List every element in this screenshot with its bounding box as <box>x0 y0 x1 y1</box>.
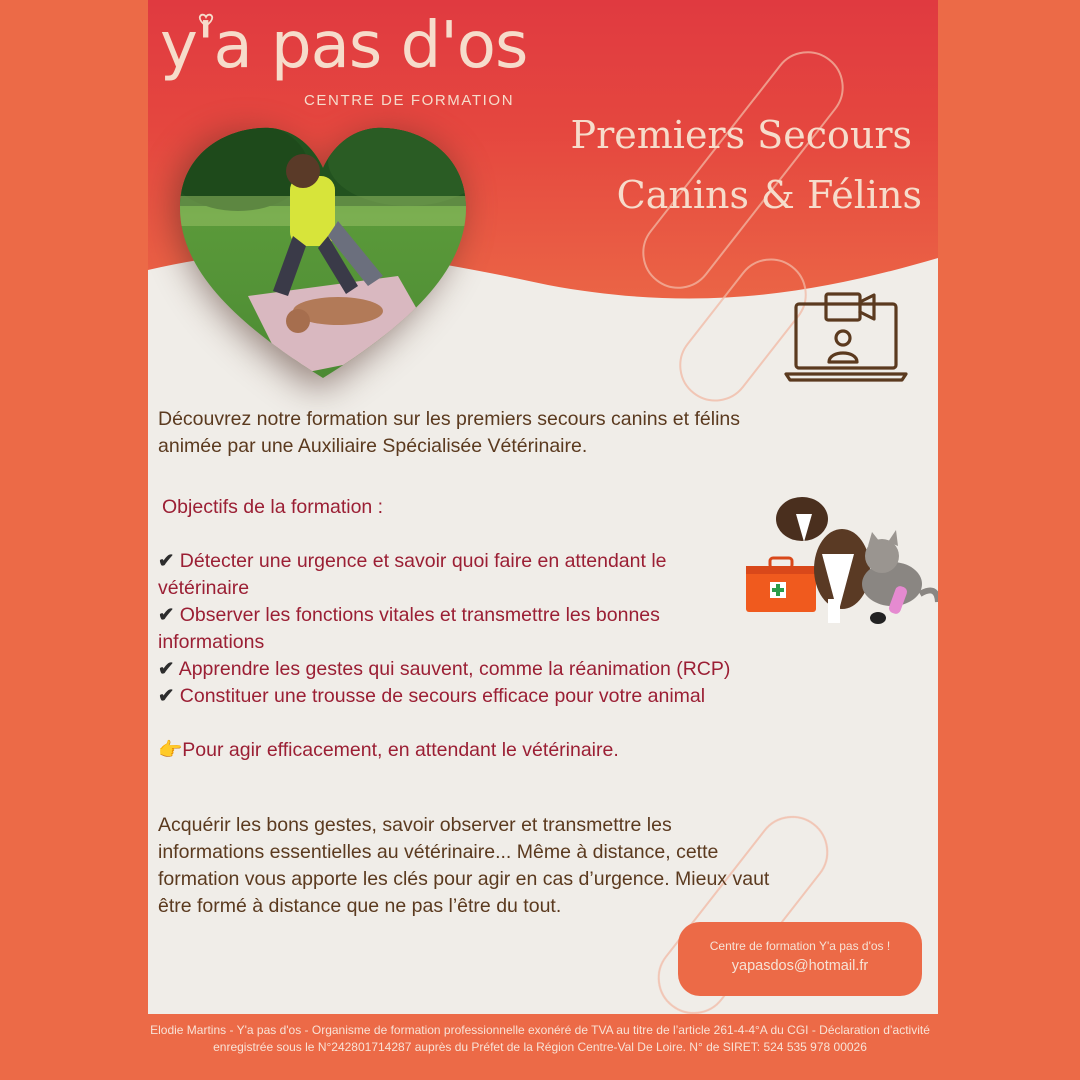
checkmark-icon: ✔ <box>158 658 175 680</box>
flyer-card <box>148 0 938 1014</box>
objective-item: ✔ Observer les fonctions vitales et transmettre les bonnes informations <box>158 604 660 653</box>
note-text: 👉Pour agir efficacement, en attendant le vétérinaire. <box>158 739 619 761</box>
contact-box <box>678 922 922 996</box>
laptop-video-icon <box>784 290 908 384</box>
objectives-title: Objectifs de la formation : <box>162 496 384 518</box>
logo-wordmark: y'a pas d'os <box>160 9 528 83</box>
checkmark-icon: ✔ <box>158 604 175 626</box>
contact-title: Centre de formation Y'a pas d'os ! <box>709 939 891 953</box>
pointing-hand-icon: 👉 <box>158 739 183 761</box>
dog-cat-first-aid-illustration <box>742 494 938 634</box>
checkmark-icon: ✔ <box>158 685 175 707</box>
objective-item: ✔ Constituer une trousse de secours efficace pour votre animal <box>158 685 706 707</box>
page-title-line-1: Premiers Secours <box>570 113 912 157</box>
training-photo-heart <box>178 126 468 381</box>
conclusion-text: Acquérir les bons gestes, savoir observer et transmettre les informations essentielles au vétérinaire... Même à distance, cette formation vous apporte les clés pour agir en cas d’urgence. Mieux vaut être formé à distance que ne pas l’être du tout. <box>158 814 770 917</box>
contact-email[interactable]: yapasdos@hotmail.fr <box>731 958 869 974</box>
objective-item: ✔ Détecter une urgence et savoir quoi faire en attendant le vétérinaire <box>158 550 667 599</box>
logo-tagline: CENTRE DE FORMATION <box>304 92 515 109</box>
page-title-line-2: Canins & Félins <box>616 173 922 217</box>
intro-text: Découvrez notre formation sur les premiers secours canins et félins animée par une Auxiliaire Spécialisée Vétérinaire. <box>158 408 740 457</box>
objectives-list <box>158 548 758 710</box>
objective-item: ✔ Apprendre les gestes qui sauvent, comme la réanimation (RCP) <box>158 658 731 680</box>
legal-footer: Elodie Martins - Y'a pas d'os - Organisme de formation professionnelle exonéré de TVA au titre de l’article 261-4-4°A du CGI - Déclaration d’activité enregistrée sous le N°242801714287 auprès du Préfet de la Région Centre-Val De Loire. N° de SIRET: 524 535 978 00026 <box>150 1023 930 1054</box>
heart-icon <box>198 12 214 28</box>
checkmark-icon: ✔ <box>158 550 175 572</box>
